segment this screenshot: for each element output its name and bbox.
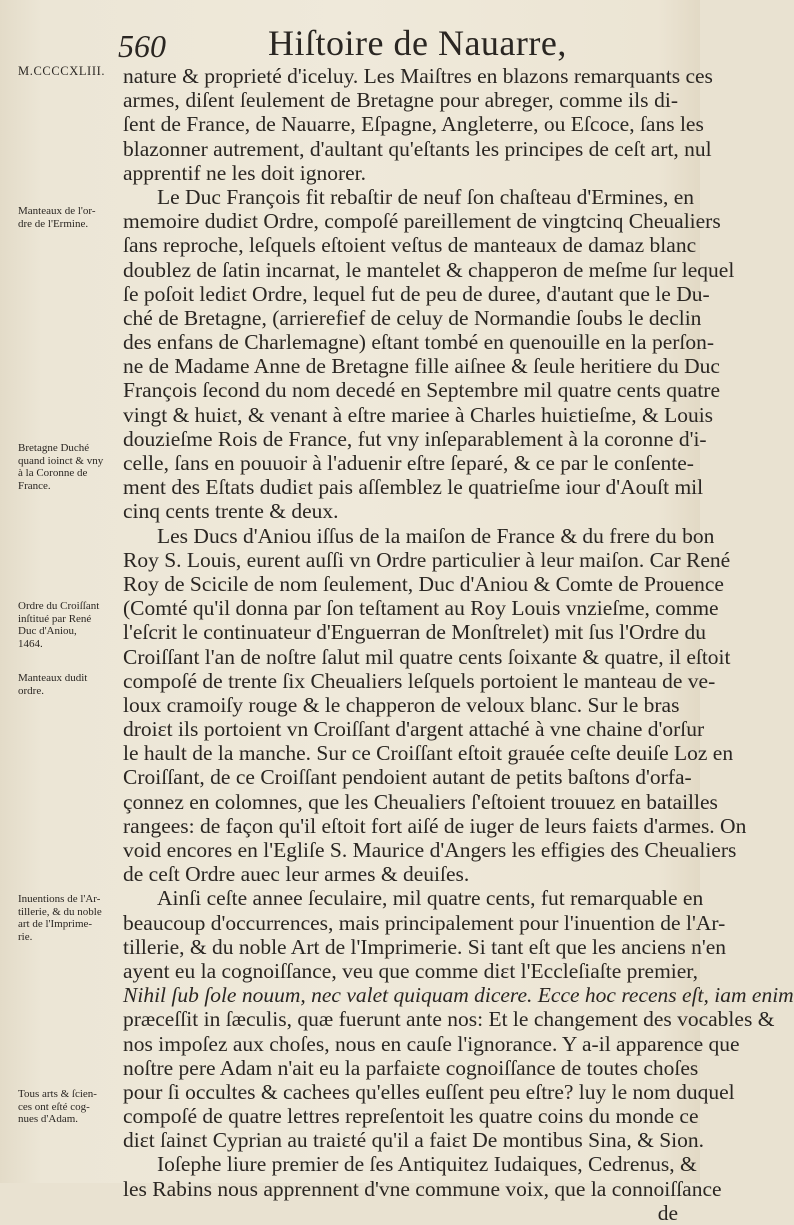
text-line: Roy S. Louis, eurent auſſi vn Ordre particulier à leur maiſon. Car René (123, 547, 731, 572)
text-line: Roy de Scicile de nom ſeulement, Duc d'Aniou & Comte de Prouence (123, 571, 724, 596)
sidenote-line: quand ioinct & vny (18, 454, 104, 467)
text-line: Croiſſant, de ce Croiſſant pendoient autant de petits baſtons d'orfa- (123, 765, 692, 790)
text-line: les Rabins nous apprennent d'vne commune voix, que la connoiſſance (123, 1176, 722, 1201)
text-line-latin: Nihil ſub ſole nouum, nec valet quiquam dicere. Ecce hoc recens eſt, iam enim (123, 983, 794, 1008)
text-line: Les Ducs d'Aniou iſſus de la maiſon de France & du frere du bon (157, 523, 715, 548)
text-line: rangees: de façon qu'il eſtoit fort aiſé de iuger de leurs faiɛts d'armes. On (123, 813, 747, 838)
text-line: Ainſi ceſte annee ſeculaire, mil quatre cents, fut remarquable en (157, 886, 704, 911)
text-line: Le Duc François fit rebaſtir de neuf ſon chaſteau d'Ermines, en (157, 184, 694, 209)
text-line: cinq cents trente & deux. (123, 499, 339, 524)
text-line: çonnez en colomnes, que les Cheualiers ſ'eſtoient trouuez en batailles (123, 789, 718, 814)
sidenote-brittany-union (18, 442, 118, 492)
text-line: ché de Bretagne, (arrierefief de celuy de Normandie ſoubs le declin (123, 305, 702, 330)
text-line: præceſſit in ſæculis, quæ fuerunt ante nos: Et le changement des vocables & (123, 1007, 775, 1032)
text-line: nature & proprieté d'iceluy. Les Maiſtres en blazons remarquants ces (123, 64, 713, 88)
text-line: François ſecond du nom decedé en Septembre mil quatre cents quatre (123, 378, 721, 403)
sidenote-line: ces ont eſté cog- (18, 1100, 90, 1113)
text-line: armes, diſent ſeulement de Bretagne pour abreger, comme ils di- (123, 88, 678, 113)
page-header (0, 18, 700, 68)
text-line: vingt & huiɛt, & venant à eſtre mariee à Charles huiɛtieſme, & Louis (123, 402, 714, 427)
body-text (123, 64, 794, 1225)
sidenote-ermine-mantles (18, 205, 118, 230)
text-line: des enfans de Charlemagne) eſtant tombé en quenouille en la perſon- (123, 330, 715, 355)
margin-year: M.CCCCXLIII. (18, 64, 106, 78)
text-line: l'eſcrit le continuateur d'Enguerran de Monſtrelet) mit ſus l'Ordre du (123, 620, 706, 645)
text-line: beaucoup d'occurrences, mais principalement pour l'inuention de l'Ar- (123, 910, 726, 935)
running-title: Hiſtoire de Nauarre, (268, 23, 567, 63)
text-line: void encores en l'Egliſe S. Maurice d'Angers les effigies des Cheualiers (123, 838, 737, 862)
text-line: Croiſſant l'an de noſtre ſalut mil quatre cents ſoixante & quatre, il eſtoit (123, 644, 731, 669)
text-line: (Comté qu'il donna par ſon teſtament au Roy Louis vnzieſme, comme (123, 596, 719, 621)
sidenote-crescent-order (18, 600, 118, 650)
sidenote-order-mantles (18, 672, 118, 697)
text-line: ſe poſoit lediɛt Ordre, lequel fut de peu de duree, d'autant que le Du- (123, 281, 710, 306)
text-line: tillerie, & du noble Art de l'Imprimerie. Si tant eſt que les anciens n'en (123, 934, 727, 959)
text-line: pour ſi occultes & cachees qu'elles euſſent peu eſtre? luy le nom duquel (123, 1079, 735, 1104)
text-line: Ioſephe liure premier de ſes Antiquitez Iudaiques, Cedrenus, & (157, 1152, 697, 1177)
sidenote-line: Duc d'Aniou, (18, 625, 77, 637)
sidenote-line: Manteaux de l'or- (18, 205, 96, 217)
text-line: loux cramoiſy rouge & le chapperon de veloux blanc. Sur le bras (123, 692, 680, 717)
text-line: compoſé de quatre lettres repreſentoit les quatre coins du monde ce (123, 1104, 699, 1129)
text-line: ſans reproche, leſquels eſtoient veſtus de manteaux de damaz blanc (123, 233, 697, 258)
catchword: de (657, 1200, 678, 1225)
sidenote-line: dre de l'Ermine. (18, 217, 89, 230)
sidenote-line: art de l'Imprime- (18, 918, 93, 930)
sidenote-line: rie. (18, 930, 33, 943)
text-line: le hault de la manche. Sur ce Croiſſant eſtoit grauée ceſte deuiſe Loz en (123, 741, 734, 766)
text-line: nos impoſez aux choſes, nous en cauſe l'ignorance. Y a-il apparence que (123, 1031, 740, 1056)
text-line: compoſé de trente ſix Cheualiers leſquels portoient le manteau de ve- (123, 668, 716, 693)
sidenote-line: Ordre du Croiſſant (18, 600, 100, 612)
sidenote-adam-knowledge (18, 1088, 118, 1126)
sidenote-line: nues d'Adam. (18, 1113, 79, 1125)
sidenote-artillery-printing (18, 893, 118, 943)
sidenote-line: Tous arts & ſcien- (18, 1088, 97, 1100)
text-line: diɛt ſainɛt Cyprian au traiɛté qu'il a faiɛt De montibus Sina, & Sion. (123, 1128, 704, 1153)
text-line: ne de Madame Anne de Bretagne fille aiſnee & ſeule heritiere du Duc (123, 354, 720, 379)
sidenote-line: 1464. (18, 637, 43, 650)
sidenote-line: Bretagne Duché (18, 442, 90, 454)
text-line: blazonner autrement, d'aultant qu'eſtants les principes de ceſt art, nul (123, 136, 712, 161)
text-line: noſtre pere Adam n'ait eu la parfaiɛte cognoiſſance de toutes choſes (123, 1055, 699, 1080)
sidenote-line: ordre. (18, 684, 44, 697)
text-line: celle, ſans en pouuoir à l'aduenir eſtre ſeparé, & ce par le conſente- (123, 451, 694, 475)
sidenote-line: France. (18, 479, 51, 492)
text-line: ment des Eſtats dudiɛt pais aſſemblez le quatrieſme iour d'Aouſt mil (123, 475, 704, 500)
text-line: doublez de ſatin incarnat, le mantelet & chapperon de meſme ſur lequel (123, 257, 735, 282)
text-line: ayent eu la cognoiſſance, veu que comme diɛt l'Eccleſiaſte premier, (123, 958, 698, 983)
text-line: memoire dudiɛt Ordre, compoſé pareillement de vingtcinq Cheualiers (123, 209, 721, 234)
text-line: de ceſt Ordre auec leur armes & deuiſes. (123, 862, 470, 887)
text-line: douzieſme Rois de France, fut vny inſeparablement à la coronne d'i- (123, 426, 707, 451)
sidenote-line: Inuentions de l'Ar- (18, 893, 101, 905)
sidenote-line: Manteaux dudit (18, 672, 88, 684)
text-line: ſent de France, de Nauarre, Eſpagne, Angleterre, ou Eſcoce, ſans les (123, 112, 704, 137)
sidenote-line: à la Coronne de (18, 467, 88, 479)
page-number: 560 (118, 28, 166, 64)
text-line: droiɛt ils portoient vn Croiſſant d'argent attaché à vne chaine d'orſur (123, 717, 705, 742)
sidenote-line: tillerie, & du noble (18, 905, 102, 918)
text-line: apprentif ne les doit ignorer. (123, 160, 366, 185)
sidenote-line: inſtitué par René (18, 612, 92, 625)
